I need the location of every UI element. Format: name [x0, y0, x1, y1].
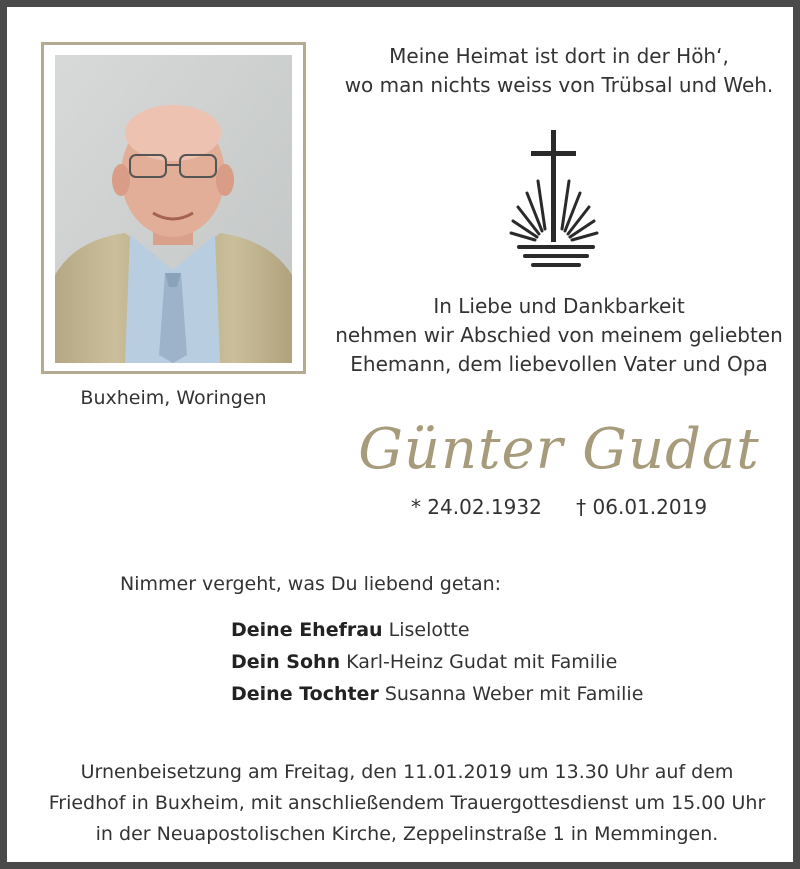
service-line: Friedhof in Buxheim, mit anschließendem Trauergottesdienst um 15.00 Uhr [48, 792, 766, 814]
farewell-line: Ehemann, dem liebevollen Vater und Opa [350, 352, 768, 376]
portrait-photo [55, 55, 292, 363]
mourners-list [231, 614, 643, 710]
cross-with-sunrise-icon [505, 125, 609, 271]
verse [325, 42, 793, 100]
death-date: † 06.01.2019 [576, 495, 708, 519]
portrait-frame [41, 42, 306, 374]
mourner-relation: Deine Ehefrau [231, 619, 383, 641]
mourner-names: Karl-Heinz Gudat mit Familie [340, 651, 618, 673]
service-line: Urnenbeisetzung am Freitag, den 11.01.2019 um 13.30 Uhr auf dem [80, 761, 734, 783]
mourner-relation: Deine Tochter [231, 683, 379, 705]
mourner-row [231, 646, 643, 678]
mourner-row [231, 678, 643, 710]
farewell-text [325, 292, 793, 379]
deceased-name: Günter Gudat [358, 417, 760, 482]
residence-location: Buxheim, Woringen [80, 387, 267, 409]
service-line: in der Neuapostolischen Kirche, Zeppelinstraße 1 in Memmingen. [95, 823, 719, 845]
farewell-line: In Liebe und Dankbarkeit [433, 294, 685, 318]
birth-date: * 24.02.1932 [410, 495, 542, 519]
verse-line: wo man nichts weiss von Trübsal und Weh. [344, 73, 774, 97]
memorial-quote: Nimmer vergeht, was Du liebend getan: [120, 573, 502, 595]
mourner-names: Susanna Weber mit Familie [378, 683, 644, 705]
verse-line: Meine Heimat ist dort in der Höh‘, [389, 44, 729, 68]
mourner-relation: Dein Sohn [231, 651, 341, 673]
farewell-line: nehmen wir Abschied von meinem geliebten [335, 323, 783, 347]
mourner-names: Liselotte [382, 619, 470, 641]
life-dates [325, 495, 793, 519]
mourner-row [231, 614, 643, 646]
funeral-service-info [27, 757, 787, 850]
